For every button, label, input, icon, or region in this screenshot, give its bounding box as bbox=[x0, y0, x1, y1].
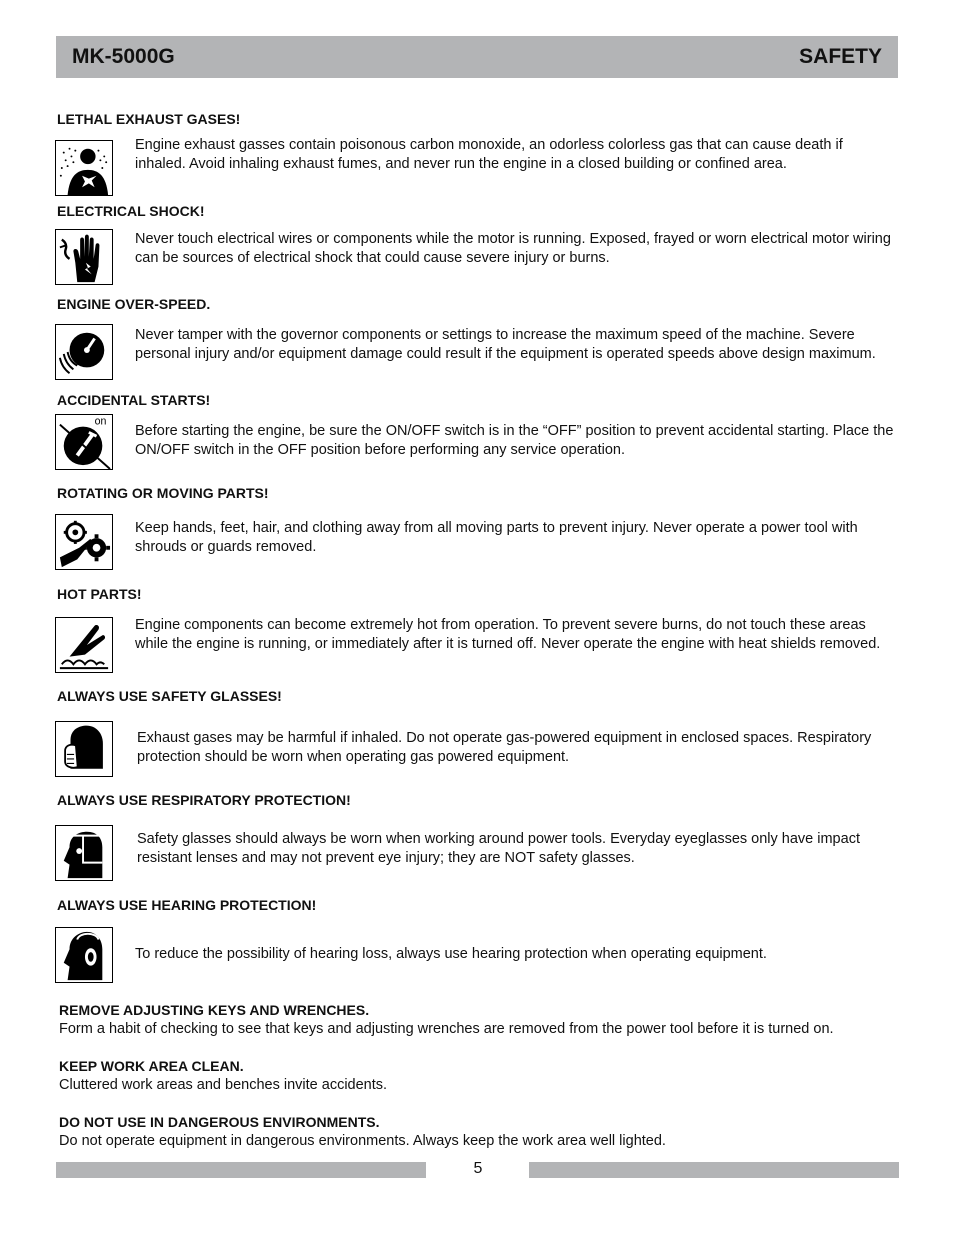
section-body: Keep hands, feet, hair, and clothing away from all moving parts to prevent injury. Never operate a power tool with shrouds or guards removed. bbox=[135, 520, 858, 555]
rotating-parts-icon bbox=[55, 514, 113, 570]
over-speed-icon bbox=[55, 324, 113, 380]
hot-parts-icon bbox=[55, 617, 113, 673]
section-title: REMOVE ADJUSTING KEYS AND WRENCHES. bbox=[59, 1002, 370, 1018]
section-body: Engine exhaust gasses contain poisonous carbon monoxide, an odorless colorless gas that can cause death if inhaled. Avoid inhaling exhaust fumes, and never run the engine in a closed building or confined area. bbox=[135, 137, 843, 172]
section-title: ENGINE OVER-SPEED. bbox=[57, 296, 211, 312]
section-body: Never touch electrical wires or components while the motor is running. Exposed, frayed or worn electrical motor wiring can be sources of electrical shock that could cause severe injury or burns. bbox=[135, 231, 891, 266]
section-title: ALWAYS USE SAFETY GLASSES! bbox=[57, 688, 282, 704]
accidental-start-icon bbox=[55, 414, 113, 470]
section-body: Safety glasses should always be worn when working around power tools. Everyday eyeglasses only have impact resistant lenses and may not prevent eye injury; they are NOT safety glasses. bbox=[137, 831, 860, 866]
switch-on-label: on bbox=[94, 415, 107, 428]
section-body: Form a habit of checking to see that keys and adjusting wrenches are removed from the power tool before it is turned on. bbox=[59, 1021, 834, 1037]
model-name: MK-5000G bbox=[72, 45, 175, 68]
section-title: LETHAL EXHAUST GASES! bbox=[57, 111, 241, 127]
section-title: ALWAYS USE RESPIRATORY PROTECTION! bbox=[57, 792, 351, 808]
page-number: 5 bbox=[473, 1160, 483, 1177]
section-title: DO NOT USE IN DANGEROUS ENVIRONMENTS. bbox=[59, 1114, 380, 1130]
exhaust-gas-icon bbox=[55, 140, 113, 196]
section-title: ALWAYS USE HEARING PROTECTION! bbox=[57, 897, 317, 913]
section-title: ACCIDENTAL STARTS! bbox=[57, 392, 211, 408]
section-body: Do not operate equipment in dangerous environments. Always keep the work area well lighted. bbox=[59, 1133, 666, 1149]
section-title: ROTATING OR MOVING PARTS! bbox=[57, 485, 269, 501]
section-title: HOT PARTS! bbox=[57, 586, 142, 602]
electrical-shock-icon bbox=[55, 229, 113, 285]
section-body: To reduce the possibility of hearing loss, always use hearing protection when operating equipment. bbox=[135, 946, 767, 962]
section-name: SAFETY bbox=[799, 45, 882, 68]
respirator-icon bbox=[55, 721, 113, 777]
section-title: KEEP WORK AREA CLEAN. bbox=[59, 1058, 244, 1074]
section-title: ELECTRICAL SHOCK! bbox=[57, 203, 205, 219]
section-body: Never tamper with the governor components or settings to increase the maximum speed of the machine. Severe personal injury and/or equipment damage could result if the equipment is operated speeds above design maximum. bbox=[135, 327, 876, 362]
section-body: Cluttered work areas and benches invite accidents. bbox=[59, 1077, 388, 1093]
hearing-protection-icon bbox=[55, 927, 113, 983]
safety-glasses-icon bbox=[55, 825, 113, 881]
section-body: Engine components can become extremely hot from operation. To prevent severe burns, do not touch these areas while the engine is running, or immediately after it is turned off. Never operate the engine with heat shields removed. bbox=[135, 617, 881, 652]
page-header bbox=[56, 36, 898, 78]
section-body: Before starting the engine, be sure the ON/OFF switch is in the “OFF” position to prevent accidental starting. Place the ON/OFF switch in the OFF position before performing any service operation. bbox=[135, 423, 894, 458]
section-body: Exhaust gases may be harmful if inhaled. Do not operate gas-powered equipment in enclosed spaces. Respiratory protection should be worn when operating gas powered equipment. bbox=[137, 730, 872, 765]
footer-bar-left bbox=[56, 1162, 426, 1178]
footer-bar-right bbox=[529, 1162, 899, 1178]
